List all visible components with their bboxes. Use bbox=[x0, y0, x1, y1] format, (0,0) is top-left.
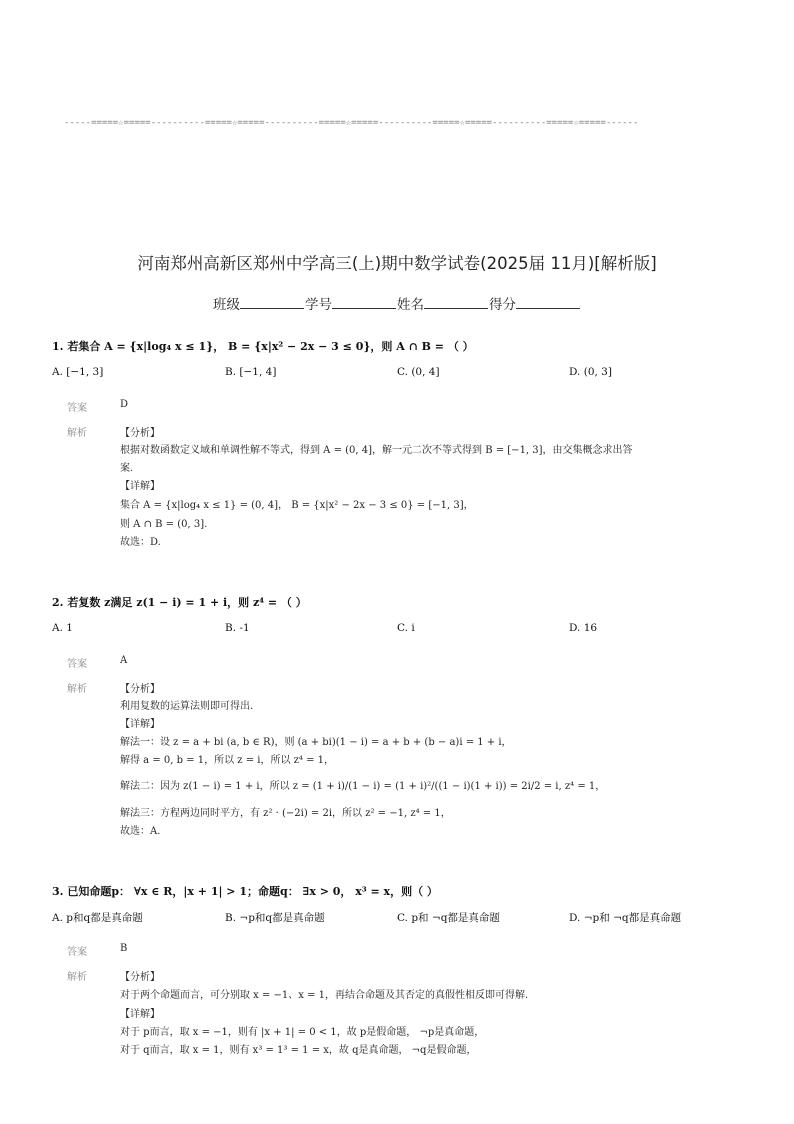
question-3-line-3: 【详解】 bbox=[120, 1009, 160, 1020]
question-2-line-6: 解法二：因为 z(1 − i) = 1 + i，所以 z = (1 + i)/(1 − i) = (1 + i)²/((1 − i)(1 + i)) = 2i/2 = i, z⁴ = 1， bbox=[120, 781, 606, 792]
question-3-option-a: A. p和q都是真命题 bbox=[52, 912, 143, 924]
question-1-line-5: 集合 A = {x|log₄ x ≤ 1} = (0, 4]， B = {x|x² − 2x − 3 ≤ 0} = [−1, 3]， bbox=[120, 500, 474, 511]
question-3-stem: 3. 已知命题p： ∀x ∈ R，|x + 1| > 1；命题q： ∃x > 0， x³ = x，则（ ） bbox=[52, 885, 438, 898]
question-1-line-3: 案. bbox=[120, 463, 134, 474]
question-1-line-6: 则 A ∩ B = (0, 3]. bbox=[120, 519, 208, 530]
question-1-analysis-label: 解析 bbox=[67, 428, 87, 439]
question-3-analysis-label: 解析 bbox=[67, 972, 87, 983]
question-1-option-d: D. (0, 3] bbox=[569, 366, 612, 378]
question-3-line-1: 【分析】 bbox=[120, 972, 160, 983]
question-3-option-b: B. ¬p和q都是真命题 bbox=[225, 912, 325, 924]
question-1-stem: 1. 若集合 A = {x|log₄ x ≤ 1}， B = {x|x² − 2x − 3 ≤ 0}，则 A ∩ B = （ ） bbox=[52, 340, 474, 353]
question-2-line-8: 故选：A. bbox=[120, 826, 161, 837]
question-1-line-1: 【分析】 bbox=[120, 428, 160, 439]
question-1-option-c: C. (0, 4] bbox=[397, 366, 440, 378]
question-2-option-d: D. 16 bbox=[569, 622, 598, 634]
question-2-line-4: 解法一：设 z = a + bi (a, b ∈ R)，则 (a + bi)(1 − i) = a + b + (b − a)i = 1 + i， bbox=[120, 737, 512, 748]
class-blank bbox=[240, 296, 304, 309]
class-label: 班级 bbox=[213, 297, 240, 313]
score-label: 得分 bbox=[489, 297, 516, 313]
question-2-option-c: C. i bbox=[397, 622, 415, 634]
question-2-line-1: 【分析】 bbox=[120, 684, 160, 695]
question-2-option-a: A. 1 bbox=[52, 622, 73, 634]
question-3-line-2: 对于两个命题而言，可分别取 x = −1、x = 1，再结合命题及其否定的真假性相反即可得解. bbox=[120, 990, 529, 1001]
question-1-option-a: A. [−1, 3] bbox=[52, 366, 104, 378]
question-2-stem: 2. 若复数 z满足 z(1 − i) = 1 + i，则 z⁴ = （ ） bbox=[52, 596, 307, 609]
student-info-line bbox=[0, 293, 794, 313]
question-3-line-4: 对于 p而言，取 x = −1，则有 |x + 1| = 0 < 1，故 p是假命题， ¬p是真命题， bbox=[120, 1027, 485, 1038]
question-1-answer-label: 答案 bbox=[67, 403, 87, 414]
page-title: 河南郑州高新区郑州中学高三(上)期中数学试卷(2025届 11月)[解析版] bbox=[137, 254, 657, 273]
question-1-line-7: 故选：D. bbox=[120, 537, 161, 548]
question-1-option-b: B. [−1, 4] bbox=[225, 366, 277, 378]
question-3-option-c: C. p和 ¬q都是真命题 bbox=[397, 912, 500, 924]
student-id-blank bbox=[332, 296, 396, 309]
question-2-option-b: B. -1 bbox=[225, 622, 250, 634]
question-2-line-7: 解法三：方程两边同时平方，有 z² · (−2i) = 2i，所以 z² = −1, z⁴ = 1， bbox=[120, 808, 451, 819]
student-id-label: 学号 bbox=[305, 297, 332, 313]
question-3-answer-label: 答案 bbox=[67, 947, 87, 958]
question-2-answer: A bbox=[120, 655, 128, 666]
header-decoration: -----=====☆=====----------=====☆=====----------=====☆=====----------=====☆=====----------=====☆=====------ bbox=[64, 118, 639, 128]
question-2-line-2: 利用复数的运算法则即可得出. bbox=[120, 701, 254, 712]
question-2-answer-label: 答案 bbox=[67, 659, 87, 670]
question-3-answer: B bbox=[120, 943, 128, 954]
question-2-line-5: 解得 a = 0, b = 1，所以 z = i，所以 z⁴ = 1， bbox=[120, 755, 335, 766]
name-label: 姓名 bbox=[397, 297, 424, 313]
question-1-line-4: 【详解】 bbox=[120, 481, 160, 492]
question-1-answer: D bbox=[120, 399, 129, 410]
name-blank bbox=[424, 296, 488, 309]
question-3-line-5: 对于 q而言，取 x = 1，则有 x³ = 1³ = 1 = x，故 q是真命题， ¬q是假命题， bbox=[120, 1045, 477, 1056]
question-2-analysis-label: 解析 bbox=[67, 684, 87, 695]
question-3-option-d: D. ¬p和 ¬q都是真命题 bbox=[569, 912, 682, 924]
score-blank bbox=[516, 296, 580, 309]
question-2-line-3: 【详解】 bbox=[120, 719, 160, 730]
question-1-line-2: 根据对数函数定义域和单调性解不等式，得到 A = (0, 4]，解一元二次不等式得到 B = [−1, 3]，由交集概念求出答 bbox=[120, 445, 633, 456]
